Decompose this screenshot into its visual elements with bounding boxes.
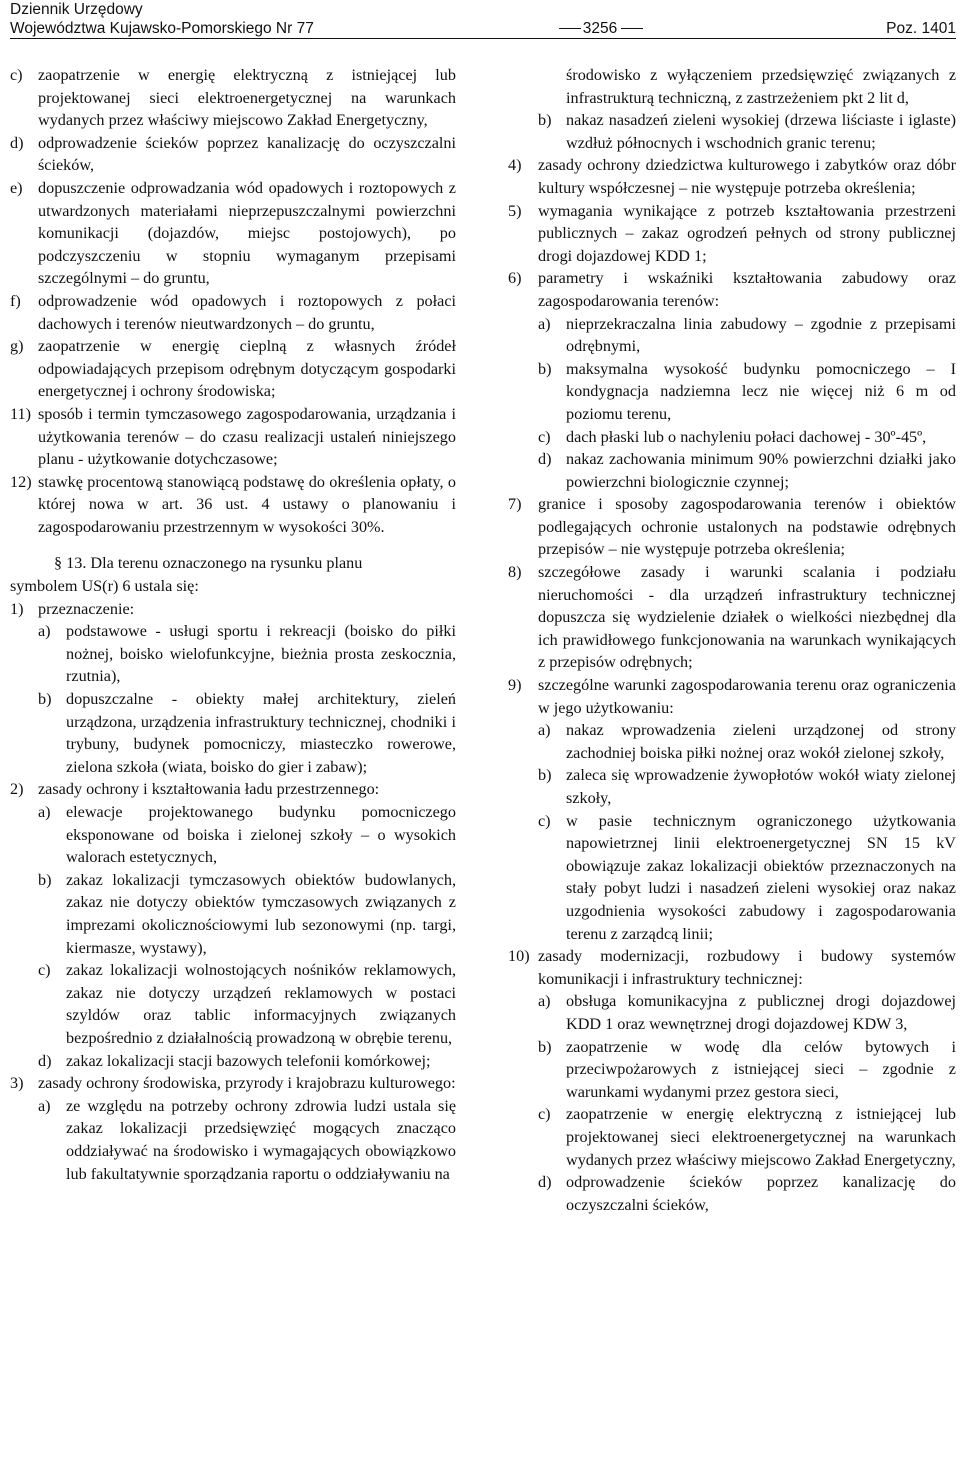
sub-item-text: dach płaski lub o nachyleniu połaci dachowej - 30º-45º, (566, 427, 927, 446)
numbered-item (508, 154, 956, 199)
item-1-subs (10, 620, 456, 778)
left-sub-item-text: zaopatrzenie w energię cieplną z własnych źródeł odpowiadających przepisom odrębnym dotyczącym gospodarki energetycznej i ochrony środowiska; (38, 337, 456, 401)
sub-item-label: d) (538, 1173, 552, 1192)
sub-item-label: d) (38, 1051, 52, 1070)
sub-item (10, 688, 456, 778)
sub-item-label: a) (38, 803, 51, 821)
left-sub-item-label: f) (10, 291, 21, 310)
sub-item-text: obsługa komunikacyjna z publicznej drogi dojazdowej KDD 1 oraz wewnętrznej drogi dojazdowej KDW 3, (566, 992, 956, 1033)
left-sub-item-label: d) (10, 133, 24, 152)
sub-item (508, 1171, 956, 1216)
sub-item (508, 1103, 956, 1171)
journal-title: Dziennik Urzędowy (10, 1, 143, 18)
sub-item-text: zaopatrzenie w energię elektryczną z istniejącej lub projektowanej sieci elektroenergetycznej na warunkach wydanych przez właściwy miejscowo Zakład Energetyczny, (566, 1105, 956, 1169)
item-11-label: 11) (10, 404, 31, 423)
sub-item (508, 764, 956, 809)
sub-item (508, 426, 956, 449)
item-1-label: 1) (10, 599, 24, 618)
sub-item-label: d) (538, 450, 552, 469)
sub-item-text: ze względu na potrzeby ochrony zdrowia ludzi ustala się zakaz lokalizacji przedsięwzięć mogących znacząco oddziaływać na środowisko i wymagających obowiązkowo lub fakultatywnie sporządzania raportu o oddziaływaniu na (66, 1096, 456, 1183)
numbered-item (508, 674, 956, 719)
numbered-item-text: wymagania wynikające z potrzeb kształtowania przestrzeni publicznych – zakaz ogrodzeń pełnych od strony publicznej drogi dojazdowej KDD 1; (538, 201, 956, 265)
item-11 (10, 403, 456, 471)
numbered-item (508, 945, 956, 990)
numbered-item-text: zasady modernizacji, rozbudowy i budowy systemów komunikacji i infrastruktury technicznej: (538, 947, 956, 988)
sub-item-label: b) (538, 1037, 552, 1056)
sub-item-text: zaleca się wprowadzenie żywopłotów wokół wiaty zielonej szkoły, (566, 766, 956, 807)
left-sub-item (10, 177, 456, 290)
numbered-item-label: 7) (508, 495, 522, 514)
numbered-item (508, 200, 956, 268)
header-issue-row (10, 19, 956, 39)
sub-item-label: b) (538, 766, 552, 785)
numbered-item-text: zasady ochrony dziedzictwa kulturowego i zabytków oraz dóbr kultury współczesnej – nie występuje potrzeba określenia; (538, 156, 956, 197)
sub-item-text: podstawowe - usługi sportu i rekreacji (boisko do piłki nożnej, boisko wielofunkcyjne, bieżnia prosta zeskocznia, rzutnia), (66, 622, 456, 686)
item-3-subs (10, 1095, 456, 1185)
numbered-item-text: parametry i wskaźniki kształtowania zabudowy oraz zagospodarowania terenów: (538, 269, 956, 310)
right-cont-text: środowisko z wyłączeniem przedsięwzięć związanych z infrastrukturą techniczną, z zastrzeżeniem pkt 2 lit d, (566, 66, 956, 107)
item-2-label: 2) (10, 780, 24, 799)
sub-item-label: c) (538, 811, 551, 830)
left-column (10, 64, 456, 1185)
sub-item (508, 990, 956, 1035)
item-12-label: 12) (10, 472, 32, 491)
sub-item-text: zakaz lokalizacji wolnostojących nośników reklamowych, zakaz nie dotyczy urządzeń reklamowych w postaci szyldów oraz tablic informacyjnych związanych bezpośrednio z działalnością prowadzoną w obrębie terenu, (66, 961, 456, 1047)
header-journal-row (10, 0, 956, 19)
right-items (508, 154, 956, 1216)
sub-item-text: dopuszczalne - obiekty małej architektury, zieleń urządzona, urządzenia infrastruktury technicznej, chodniki i trybuny, budynek pomocniczy, miasteczko rowerowe, zielona szkoła (wiata, boisko do gier i zabaw); (66, 690, 456, 776)
sub-item (10, 959, 456, 1049)
sub-item (10, 801, 456, 869)
left-sub-item-text: zaopatrzenie w energię elektryczną z istniejącej lub projektowanej sieci elektroenergetycznej na warunkach wydanych przez właściwy miejscowo Zakład Energetyczny, (38, 66, 456, 130)
sub-item-text: zakaz lokalizacji stacji bazowych telefonii komórkowej; (66, 1051, 431, 1070)
left-sub-item-text: odprowadzenie ścieków poprzez kanalizację do oczyszczalni ścieków, (38, 133, 456, 175)
sub-item-label: a) (38, 622, 51, 641)
numbered-item-label: 5) (508, 201, 522, 220)
sub-item-label: a) (38, 1096, 51, 1115)
right-cont-b (538, 109, 956, 154)
sub-item-label: c) (538, 427, 551, 446)
sub-item-text: zaopatrzenie w wodę dla celów bytowych i przeciwpożarowych z istniejącej sieci – zgodnie z warunkami wydanymi przez gestora sieci, (566, 1037, 956, 1101)
numbered-item-label: 4) (508, 156, 522, 175)
sub-item (10, 1095, 456, 1185)
right-cont-b-label: b) (538, 111, 552, 130)
item-2-text: zasady ochrony i kształtowania ładu przestrzennego: (38, 780, 380, 799)
left-sub-item-text: dopuszczenie odprowadzania wód opadowych i roztopowych z utwardzonych materiałami nieprzepuszczalnymi powierzchni komunikacji (dojazdów, miejsc postojowych), po podczyszczeniu w stopniu wymaganym przepisami szczególnymi – do gruntu, (38, 178, 456, 288)
sub-item-text: elewacje projektowanego budynku pomocniczego eksponowane od boiska i zielonej szkoły – o wysokich walorach estetycznych, (66, 803, 456, 867)
paragraph-13: § 13. Dla terenu oznaczonego na rysunku planu (54, 554, 363, 573)
paragraph-13-cont: symbolem US(r) 6 ustala się: (10, 577, 199, 596)
numbered-item-text: granice i sposoby zagospodarowania terenów i obiektów podlegających ochronie ustalonych na podstawie odrębnych przepisów – nie występuje potrzeba określenia; (538, 495, 956, 559)
sub-item-label: a) (538, 314, 551, 333)
numbered-item-label: 9) (508, 676, 522, 695)
sub-item (508, 719, 956, 764)
numbered-item-label: 10) (508, 947, 530, 966)
sub-item (10, 620, 456, 688)
numbered-item-text: szczegółowe zasady i warunki scalania i podziału nieruchomości - dla urządzeń infrastruktury technicznej dopuszcza się wydzielenie działek o wielkości niezbędnej dla ich prawidłowego funkcjonowania na warunkach wynikających z przepisów odrębnych; (538, 563, 956, 672)
sub-item-label: b) (538, 359, 552, 378)
numbered-item (508, 561, 956, 674)
numbered-item-label: 6) (508, 269, 522, 288)
item-3-text: zasady ochrony środowiska, przyrody i krajobrazu kulturowego: (38, 1074, 456, 1093)
left-sub-item (10, 64, 456, 132)
sub-item-label: c) (538, 1105, 551, 1124)
left-sub-item-label: c) (10, 66, 23, 84)
right-continuation (508, 64, 956, 154)
item-2-subs (10, 801, 456, 1072)
position-label: Poz. 1401 (886, 20, 956, 37)
right-cont-b-text: nakaz nasadzeń zieleni wysokiej (drzewa liściaste i iglaste) wzdłuż północnych i wschodnich granic terenu; (566, 111, 956, 152)
sub-item-text: w pasie technicznym ograniczonego użytkowania napowietrznej linii elektroenergetycznej SN 15 kV obowiązuje zakaz lokalizacji obiektów przeznaczonych na stały pobyt ludzi i nasadzeń zieleni wysokiej oraz nakaz uzgodnienia wysokości zabudowy i zagospodarowania terenu z zarządcą linii; (566, 811, 956, 943)
left-sub-item-label: e) (10, 178, 23, 197)
sub-item-text: nakaz wprowadzenia zieleni urządzonej od strony zachodniej boiska piłki nożnej oraz wokół zielonej szkoły, (566, 721, 956, 762)
numbered-item (508, 267, 956, 312)
item-2 (10, 778, 456, 801)
sub-item-label: b) (38, 870, 52, 889)
item-3 (10, 1072, 456, 1095)
sub-item-text: odprowadzenie ścieków poprzez kanalizację do oczyszczalni ścieków, (566, 1173, 956, 1214)
item-12 (10, 471, 456, 539)
sub-item (508, 358, 956, 426)
left-sub-item-label: g) (10, 337, 24, 356)
sub-item-text: zakaz lokalizacji tymczasowych obiektów budowlanych, zakaz nie dotyczy obiektów tymczasowych związanych z imprezami okolicznościowymi lub sezonowymi (np. targi, kiermasze, wystawy), (66, 870, 456, 957)
sub-item (508, 1036, 956, 1104)
left-sub-item (10, 290, 456, 335)
voivodeship-issue: Województwa Kujawsko-Pomorskiego Nr 77 (10, 20, 314, 37)
right-cont-indent (538, 64, 566, 109)
right-cont-a (538, 64, 956, 109)
sub-item-text: nakaz zachowania minimum 90% powierzchni działki jako powierzchni biologicznie czynnej; (566, 450, 956, 491)
right-column (508, 64, 956, 1216)
item-3-label: 3) (10, 1074, 24, 1093)
numbered-item-text: szczególne warunki zagospodarowania terenu oraz ograniczenia w jego użytkowaniu: (538, 676, 956, 717)
sub-item (508, 448, 956, 493)
item-1 (10, 598, 456, 621)
left-block-a (10, 64, 456, 403)
sub-item-text: maksymalna wysokość budynku pomocniczego – I kondygnacja nadziemna lecz nie więcej niż 6 m od poziomu terenu, (566, 359, 956, 423)
page-header (10, 0, 956, 39)
numbered-item (508, 493, 956, 561)
left-sub-item-text: odprowadzenie wód opadowych i roztopowych z połaci dachowych i terenów nieutwardzonych – do gruntu, (38, 291, 456, 333)
left-sub-item (10, 132, 456, 177)
sub-item-label: a) (538, 721, 551, 740)
sub-item (10, 1050, 456, 1073)
item-1-text: przeznaczenie: (38, 599, 135, 618)
sub-item (508, 313, 956, 358)
sub-item-label: a) (538, 992, 551, 1011)
sub-item (10, 869, 456, 959)
sub-item-label: c) (38, 961, 51, 980)
item-11-text: sposób i termin tymczasowego zagospodarowania, urządzania i użytkowania terenów – do czasu realizacji ustaleń niniejszego planu - użytkowanie dotychczasowe; (38, 404, 456, 469)
sub-item-label: b) (38, 690, 52, 709)
sub-item (508, 810, 956, 946)
item-12-text: stawkę procentową stanowiącą podstawę do określenia opłaty, o której nowa w art. 36 ust. 4 ustawy o planowaniu i zagospodarowaniu przestrzennym w wysokości 30%. (38, 472, 456, 536)
page-number: 3256 (582, 20, 618, 37)
numbered-item-label: 8) (508, 563, 522, 582)
left-sub-item (10, 335, 456, 403)
sub-item-text: nieprzekraczalna linia zabudowy – zgodnie z przepisami odrębnymi, (566, 314, 956, 356)
